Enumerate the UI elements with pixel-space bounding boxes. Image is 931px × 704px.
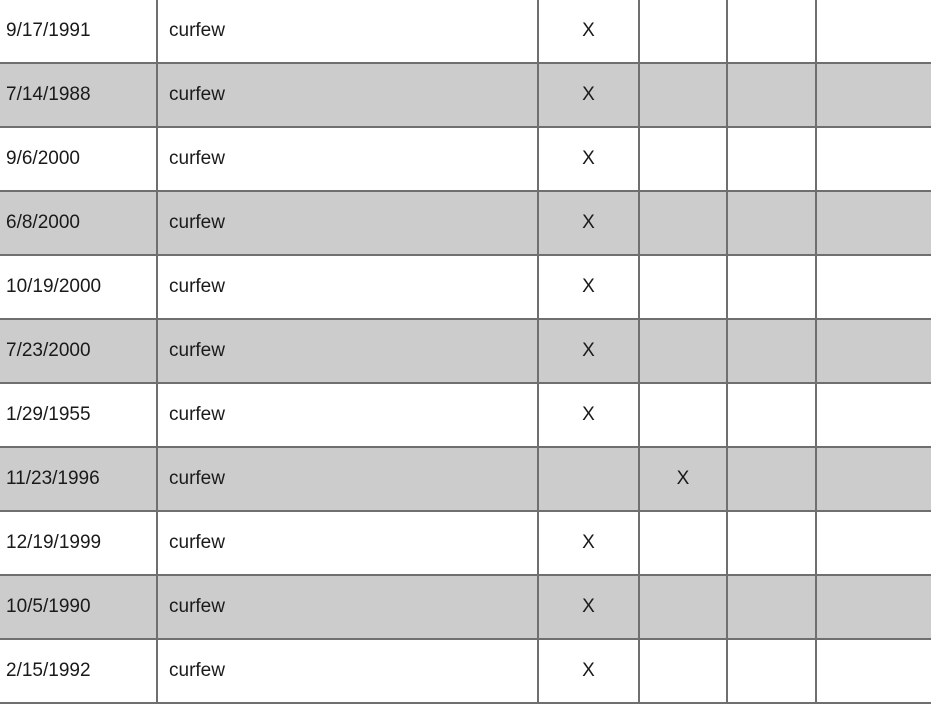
table-row (0, 127, 931, 191)
mark-cell (816, 191, 931, 255)
mark-cell (538, 447, 639, 511)
mark-cell (639, 639, 727, 703)
date-cell: 6/8/2000 (0, 191, 157, 255)
table-row (0, 511, 931, 575)
date-cell: 10/5/1990 (0, 575, 157, 639)
reason-cell: curfew (157, 383, 538, 447)
date-cell: 2/15/1992 (0, 639, 157, 703)
reason-cell: curfew (157, 319, 538, 383)
mark-cell: X (538, 0, 639, 63)
mark-cell (727, 319, 816, 383)
mark-cell (639, 319, 727, 383)
mark-cell: X (538, 319, 639, 383)
mark-cell (727, 63, 816, 127)
mark-cell: X (538, 383, 639, 447)
table-row (0, 191, 931, 255)
date-cell: 7/23/2000 (0, 319, 157, 383)
mark-cell: X (538, 639, 639, 703)
mark-cell (727, 639, 816, 703)
mark-cell (816, 63, 931, 127)
mark-cell (727, 511, 816, 575)
mark-cell: X (538, 575, 639, 639)
mark-cell (727, 255, 816, 319)
reason-cell: curfew (157, 639, 538, 703)
mark-cell (639, 0, 727, 63)
table-row (0, 447, 931, 511)
reason-cell: curfew (157, 0, 538, 63)
reason-cell: curfew (157, 255, 538, 319)
table-row (0, 383, 931, 447)
mark-cell: X (538, 255, 639, 319)
mark-cell (816, 447, 931, 511)
reason-cell: curfew (157, 63, 538, 127)
reason-cell: curfew (157, 447, 538, 511)
mark-cell (727, 191, 816, 255)
mark-cell (639, 575, 727, 639)
mark-cell (639, 511, 727, 575)
mark-cell (816, 383, 931, 447)
date-cell: 12/19/1999 (0, 511, 157, 575)
mark-cell: X (538, 191, 639, 255)
mark-cell (727, 447, 816, 511)
mark-cell (816, 255, 931, 319)
date-cell: 7/14/1988 (0, 63, 157, 127)
reason-cell: curfew (157, 127, 538, 191)
mark-cell (639, 127, 727, 191)
reason-cell: curfew (157, 511, 538, 575)
table-row (0, 0, 931, 63)
table-row (0, 63, 931, 127)
mark-cell (639, 255, 727, 319)
mark-cell (639, 63, 727, 127)
mark-cell: X (639, 447, 727, 511)
date-cell: 11/23/1996 (0, 447, 157, 511)
table-row (0, 639, 931, 703)
mark-cell (639, 383, 727, 447)
date-cell: 1/29/1955 (0, 383, 157, 447)
mark-cell: X (538, 63, 639, 127)
mark-cell (816, 575, 931, 639)
mark-cell: X (538, 127, 639, 191)
mark-cell (727, 383, 816, 447)
table-row (0, 319, 931, 383)
date-cell: 10/19/2000 (0, 255, 157, 319)
mark-cell (816, 639, 931, 703)
reason-cell: curfew (157, 191, 538, 255)
mark-cell (727, 575, 816, 639)
mark-cell (727, 127, 816, 191)
mark-cell (727, 0, 816, 63)
reason-cell: curfew (157, 575, 538, 639)
date-cell: 9/17/1991 (0, 0, 157, 63)
table-row (0, 255, 931, 319)
mark-cell (816, 319, 931, 383)
mark-cell (816, 511, 931, 575)
mark-cell (639, 191, 727, 255)
date-cell: 9/6/2000 (0, 127, 157, 191)
mark-cell (816, 127, 931, 191)
mark-cell: X (538, 511, 639, 575)
table-row (0, 575, 931, 639)
mark-cell (816, 0, 931, 63)
